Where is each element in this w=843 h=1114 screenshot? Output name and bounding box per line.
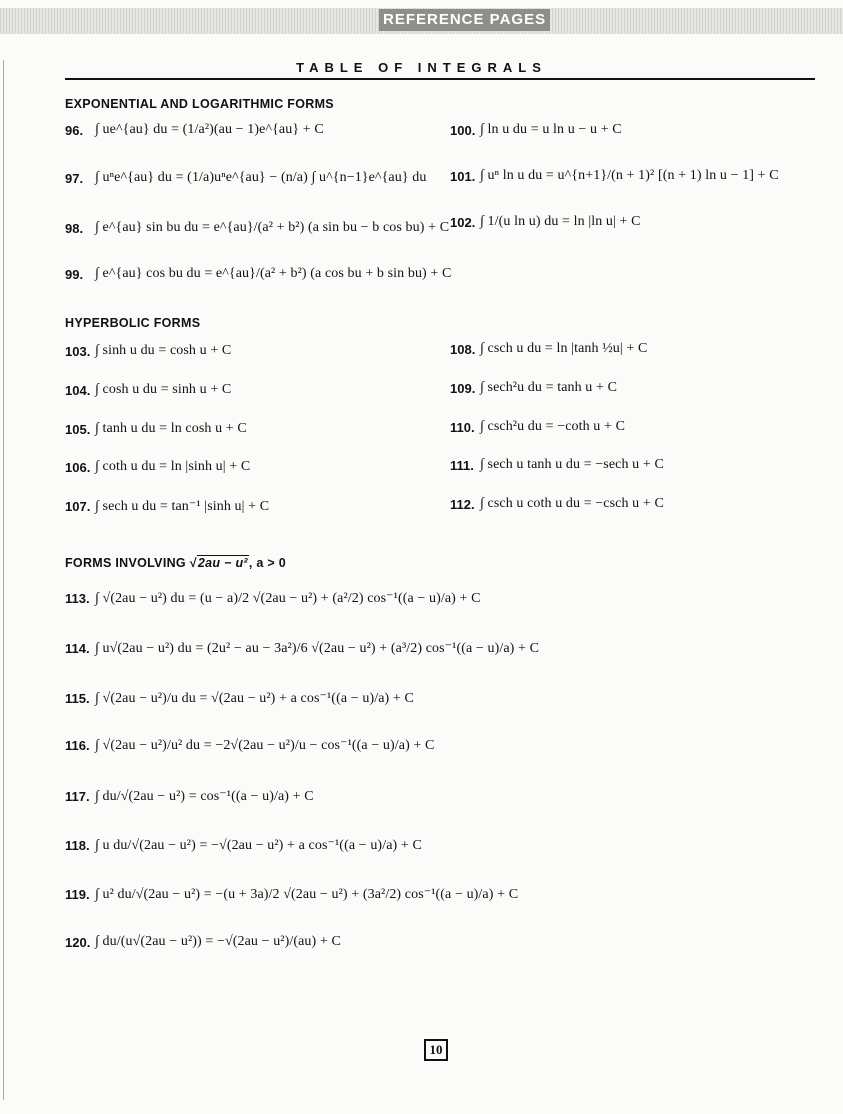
formula-expression: ∫ coth u du = ln |sinh u| + C (95, 459, 251, 474)
section-heading-sqrt-forms: FORMS INVOLVING √2au − u², a > 0 (65, 556, 287, 570)
formula-number: 100. (450, 122, 476, 138)
formula-number: 118. (65, 838, 90, 853)
reference-pages-banner (0, 8, 843, 34)
formula-number: 116. (65, 738, 90, 753)
formula-118 (65, 837, 422, 854)
formula-number: 115. (65, 691, 90, 706)
formula-number: 110. (450, 419, 475, 435)
formula-number: 119. (65, 887, 90, 902)
formula-number: 106. (65, 459, 91, 475)
formula-number: 114. (65, 641, 90, 656)
formula-number: 97. (65, 170, 84, 186)
banner-label: REFERENCE PAGES (379, 9, 550, 31)
formula-116 (65, 737, 434, 754)
formula-113 (65, 590, 481, 607)
formula-number: 105. (65, 421, 91, 437)
page-margin-line (3, 60, 4, 1100)
formula-expression: ∫ uⁿe^{au} du = (1/a)uⁿe^{au} − (n/a) ∫ u^{n−1}e^{au} du (95, 170, 427, 185)
formula-107 (65, 498, 269, 515)
formula-110 (450, 419, 625, 435)
formula-expression: ∫ uⁿ ln u du = u^{n+1}/(n + 1)² [(n + 1) ln u − 1] + C (480, 168, 779, 183)
formula-120 (65, 934, 341, 950)
section-heading-prefix: FORMS INVOLVING (65, 556, 186, 570)
formula-expression: ∫ tanh u du = ln cosh u + C (95, 421, 247, 436)
formula-expression: ∫ csch u du = ln |tanh ½u| + C (480, 341, 648, 356)
formula-number: 112. (450, 496, 475, 512)
section-heading-radicand: 2au − u² (197, 556, 248, 570)
title-divider (65, 78, 815, 80)
formula-108 (450, 341, 647, 357)
page-number: 10 (424, 1039, 448, 1061)
formula-expression: ∫ csch²u du = −coth u + C (480, 419, 626, 434)
formula-expression: ∫ e^{au} sin bu du = e^{au}/(a² + b²) (a sin bu − b cos bu) + C (95, 220, 450, 235)
formula-expression: ∫ sech²u du = tanh u + C (480, 380, 618, 395)
formula-expression: ∫ √(2au − u²)/u² du = −2√(2au − u²)/u − cos⁻¹((a − u)/a) + C (95, 738, 435, 753)
formula-expression: ∫ sech u du = tan⁻¹ |sinh u| + C (95, 499, 270, 514)
formula-109 (450, 380, 617, 396)
formula-number: 101. (450, 168, 476, 184)
formula-expression: ∫ csch u coth u du = −csch u + C (480, 496, 664, 511)
section-heading-exp-log: EXPONENTIAL AND LOGARITHMIC FORMS (65, 97, 334, 111)
formula-number: 120. (65, 934, 91, 950)
formula-expression: ∫ √(2au − u²) du = (u − a)/2 √(2au − u²) + (a²/2) cos⁻¹((a − u)/a) + C (95, 591, 481, 606)
formula-112 (450, 496, 664, 512)
formula-101 (450, 168, 779, 184)
formula-98 (65, 220, 449, 236)
formula-expression: ∫ ln u du = u ln u − u + C (480, 122, 622, 137)
formula-111 (450, 457, 664, 473)
formula-119 (65, 886, 518, 903)
formula-expression: ∫ √(2au − u²)/u du = √(2au − u²) + a cos⁻¹((a − u)/a) + C (95, 691, 414, 706)
section-heading-suffix: , a > 0 (248, 556, 287, 570)
formula-number: 117. (65, 789, 90, 804)
formula-expression: ∫ du/√(2au − u²) = cos⁻¹((a − u)/a) + C (95, 789, 314, 804)
formula-expression: ∫ ue^{au} du = (1/a²)(au − 1)e^{au} + C (95, 122, 324, 137)
formula-expression: ∫ sech u tanh u du = −sech u + C (480, 457, 664, 472)
formula-expression: ∫ u du/√(2au − u²) = −√(2au − u²) + a cos⁻¹((a − u)/a) + C (95, 838, 422, 853)
formula-expression: ∫ u² du/√(2au − u²) = −(u + 3a)/2 √(2au − u²) + (3a²/2) cos⁻¹((a − u)/a) + C (95, 887, 519, 902)
formula-number: 96. (65, 122, 84, 138)
formula-number: 103. (65, 343, 91, 359)
formula-106 (65, 459, 250, 475)
formula-96 (65, 122, 324, 138)
formula-number: 111. (450, 457, 474, 473)
formula-104 (65, 382, 231, 398)
formula-expression: ∫ sinh u du = cosh u + C (95, 343, 232, 358)
section-heading-hyperbolic: HYPERBOLIC FORMS (65, 316, 201, 330)
formula-number: 108. (450, 341, 476, 357)
formula-number: 104. (65, 382, 91, 398)
page-title: TABLE OF INTEGRALS (296, 60, 547, 75)
formula-103 (65, 343, 231, 359)
formula-97 (65, 170, 426, 186)
formula-115 (65, 690, 414, 707)
formula-number: 99. (65, 266, 84, 282)
formula-expression: ∫ e^{au} cos bu du = e^{au}/(a² + b²) (a cos bu + b sin bu) + C (95, 266, 452, 281)
formula-expression: ∫ u√(2au − u²) du = (2u² − au − 3a²)/6 √(2au − u²) + (a³/2) cos⁻¹((a − u)/a) + C (95, 641, 540, 656)
formula-expression: ∫ cosh u du = sinh u + C (95, 382, 232, 397)
formula-number: 113. (65, 591, 90, 606)
formula-number: 109. (450, 380, 476, 396)
formula-expression: ∫ du/(u√(2au − u²)) = −√(2au − u²)/(au) + C (95, 934, 341, 949)
formula-number: 102. (450, 214, 476, 230)
formula-114 (65, 640, 539, 657)
formula-102 (450, 214, 641, 230)
formula-117 (65, 788, 314, 805)
formula-105 (65, 421, 247, 437)
formula-99 (65, 266, 451, 282)
formula-number: 98. (65, 220, 84, 236)
formula-number: 107. (65, 499, 91, 514)
formula-100 (450, 122, 622, 138)
formula-expression: ∫ 1/(u ln u) du = ln |ln u| + C (480, 214, 641, 229)
